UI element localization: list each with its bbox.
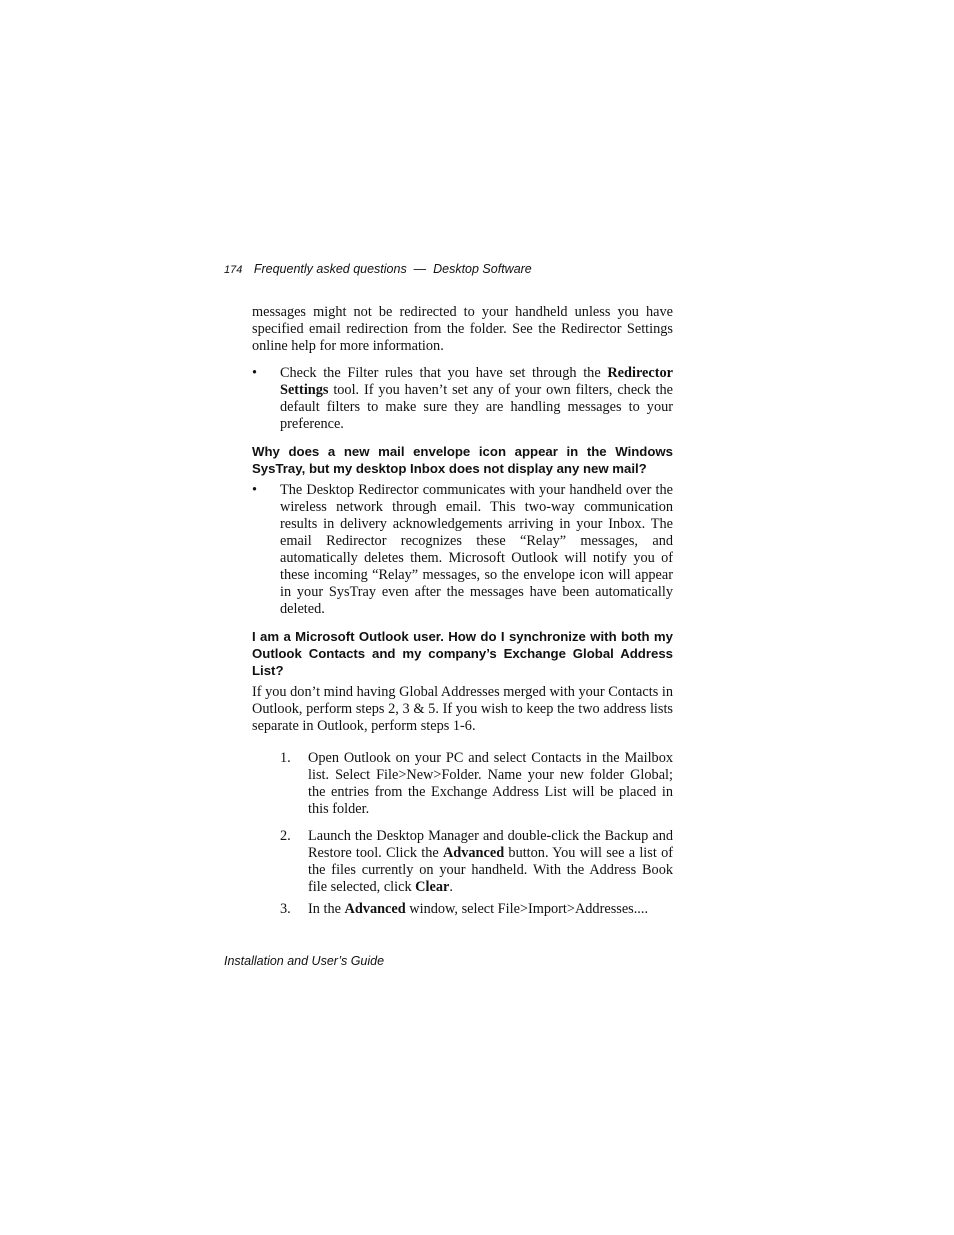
bold-term: Clear (415, 879, 450, 895)
bold-term: Redirector Settings (280, 365, 673, 398)
page-footer: Installation and User’s Guide (224, 954, 385, 968)
step-item-1 (252, 750, 673, 818)
bold-term: Advanced (442, 845, 505, 861)
step-text: In the Advanced window, select File>Import>Addresses.... (308, 901, 649, 917)
step-number: 2. (280, 828, 291, 844)
bullet-item-filter-rules (252, 365, 673, 433)
step-number: 1. (280, 750, 291, 766)
running-title: Frequently asked questions — Desktop Software (253, 262, 532, 276)
bold-term: Advanced (344, 901, 406, 917)
step-text: Launch the Desktop Manager and double-click the Backup and Restore tool. Click the Advanced button. You will see a list of the files currently on your handheld. With the Address Book file selected, click Clear. (308, 828, 673, 895)
step-number: 3. (280, 901, 291, 917)
step-text: Open Outlook on your PC and select Contacts in the Mailbox list. Select File>New>Folder. Name your new folder Global; the entries from the Exchange Address List will be placed in this folder. (308, 750, 673, 817)
body-paragraph: If you don’t mind having Global Addresses merged with your Contacts in Outlook, perform steps 2, 3 & 5. If you wish to keep the two address lists separate in Outlook, perform steps 1-6. (252, 684, 673, 734)
page-number: 174 (224, 264, 243, 276)
question-heading-outlook: I am a Microsoft Outlook user. How do I synchronize with both my Outlook Contacts and my company’s Exchange Global Address List? (252, 629, 673, 678)
step-item-3 (252, 901, 673, 918)
page-content (252, 304, 673, 918)
bullet-text: The Desktop Redirector communicates with your handheld over the wireless network through email. This two-way communication results in delivery acknowledgements arriving in your Inbox. The email Redirector recognizes these “Relay” messages, and automatically deletes them. Microsoft Outlook will notify you of these incoming “Relay” messages, so the envelope icon will appear in your SysTray even after the messages have been automatically deleted. (280, 482, 673, 617)
bullet-text: Check the Filter rules that you have set through the Redirector Settings tool. If you haven’t set any of your own filters, check the default filters to make sure they are handling messages to your preference. (280, 365, 673, 432)
bullet-mark: • (252, 365, 258, 381)
page-header (224, 262, 532, 276)
continued-paragraph: messages might not be redirected to your handheld unless you have specified email redirection from the folder. See the Redirector Settings online help for more information. (252, 304, 673, 354)
bullet-item-redirector (252, 482, 673, 618)
step-item-2 (252, 828, 673, 896)
question-heading-envelope: Why does a new mail envelope icon appear in the Windows SysTray, but my desktop Inbox does not display any new mail? (252, 444, 673, 476)
bullet-mark: • (252, 482, 258, 498)
